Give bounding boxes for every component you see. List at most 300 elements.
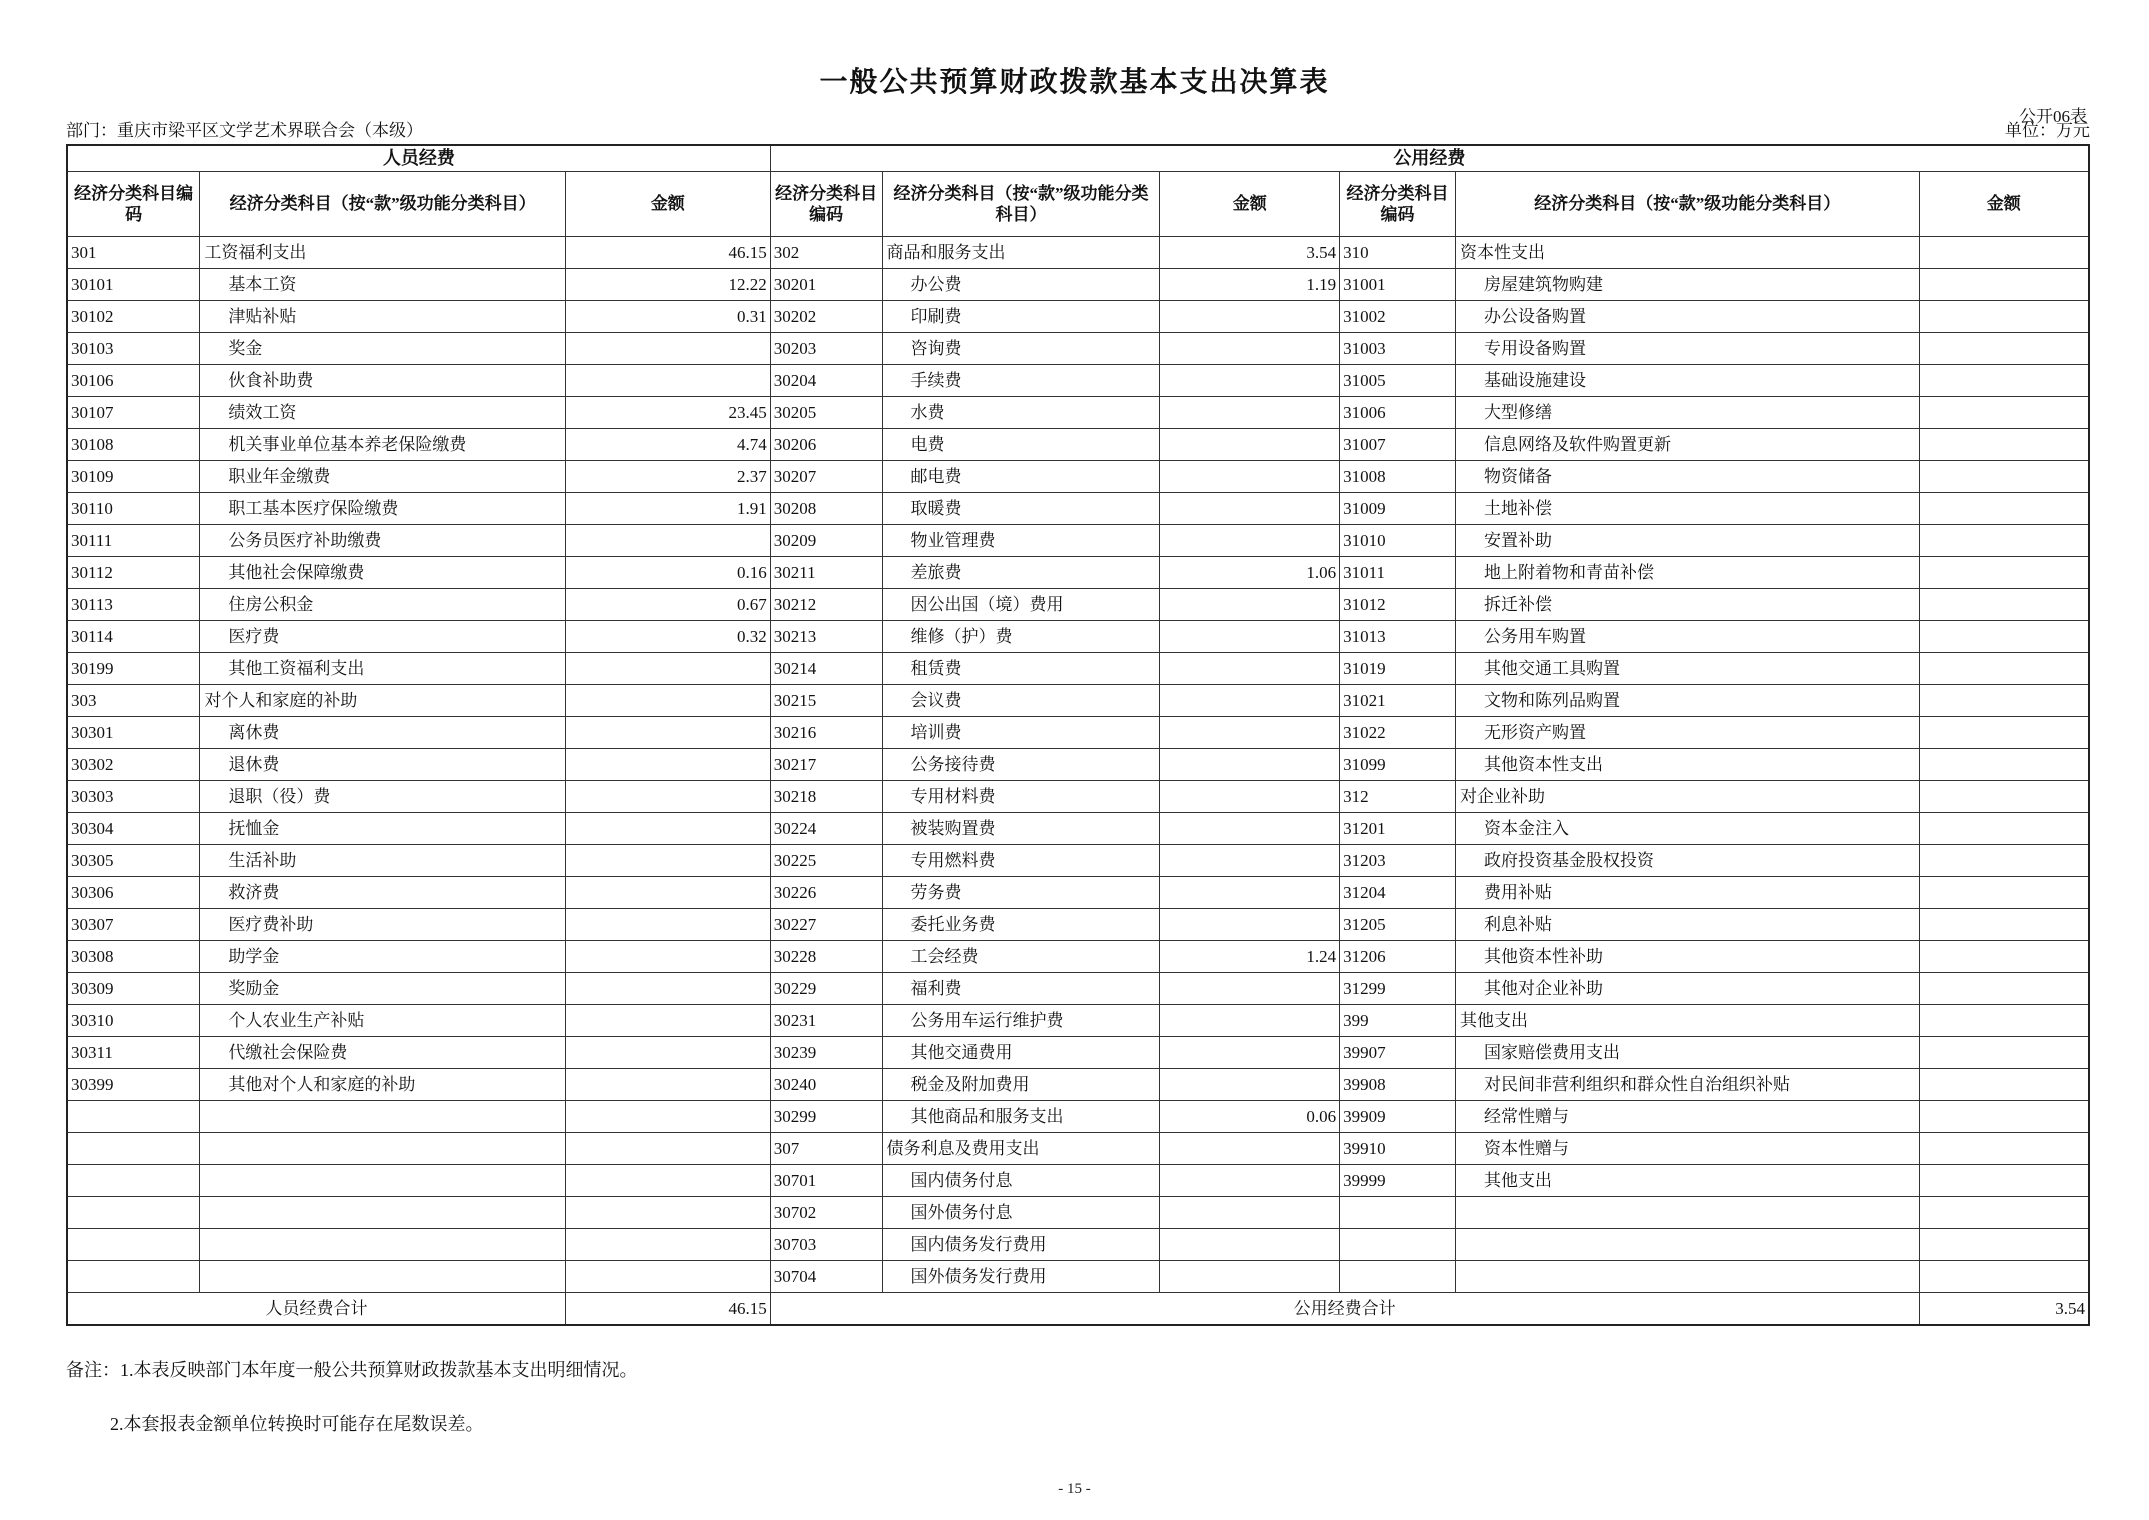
cell-amount bbox=[1919, 461, 2089, 493]
cell-subject: 职工基本医疗保险缴费 bbox=[200, 493, 566, 525]
cell-code: 30101 bbox=[67, 269, 200, 301]
cell-amount bbox=[1919, 845, 2089, 877]
cell-subject: 退职（役）费 bbox=[200, 781, 566, 813]
cell-amount bbox=[565, 749, 770, 781]
cell-amount bbox=[565, 1261, 770, 1293]
cell-amount bbox=[1919, 1229, 2089, 1261]
table-row bbox=[67, 909, 2089, 941]
table-row bbox=[67, 685, 2089, 717]
cell-amount bbox=[1919, 1133, 2089, 1165]
cell-code: 30106 bbox=[67, 365, 200, 397]
cell-subject bbox=[200, 1197, 566, 1229]
cell-subject: 工会经费 bbox=[882, 941, 1160, 973]
cell-amount bbox=[1160, 589, 1340, 621]
cell-subject: 劳务费 bbox=[882, 877, 1160, 909]
cell-subject: 资本性支出 bbox=[1455, 237, 1919, 269]
cell-amount bbox=[1160, 717, 1340, 749]
cell-code: 31204 bbox=[1340, 877, 1456, 909]
cell-code: 307 bbox=[770, 1133, 882, 1165]
cell-subject: 资本金注入 bbox=[1455, 813, 1919, 845]
cell-amount bbox=[1160, 493, 1340, 525]
cell-code: 30305 bbox=[67, 845, 200, 877]
cell-amount bbox=[1160, 397, 1340, 429]
cell-amount bbox=[565, 1069, 770, 1101]
cell-code: 30213 bbox=[770, 621, 882, 653]
cell-code: 30113 bbox=[67, 589, 200, 621]
cell-amount bbox=[1160, 1197, 1340, 1229]
cell-amount bbox=[1919, 1101, 2089, 1133]
cell-subject: 退休费 bbox=[200, 749, 566, 781]
table-row bbox=[67, 301, 2089, 333]
table-row bbox=[67, 1037, 2089, 1069]
cell-amount: 3.54 bbox=[1160, 237, 1340, 269]
cell-amount bbox=[1919, 1261, 2089, 1293]
column-header-row bbox=[67, 172, 2089, 237]
cell-code: 399 bbox=[1340, 1005, 1456, 1037]
cell-subject: 其他对个人和家庭的补助 bbox=[200, 1069, 566, 1101]
table-row bbox=[67, 973, 2089, 1005]
group-personnel: 人员经费 bbox=[67, 145, 770, 172]
cell-code: 30207 bbox=[770, 461, 882, 493]
cell-code bbox=[67, 1165, 200, 1197]
cell-amount bbox=[1160, 1229, 1340, 1261]
personnel-total-label: 人员经费合计 bbox=[67, 1293, 565, 1326]
cell-amount bbox=[1160, 365, 1340, 397]
cell-code: 30399 bbox=[67, 1069, 200, 1101]
cell-amount: 2.37 bbox=[565, 461, 770, 493]
cell-code: 303 bbox=[67, 685, 200, 717]
cell-subject: 其他支出 bbox=[1455, 1005, 1919, 1037]
cell-code: 30215 bbox=[770, 685, 882, 717]
cell-code bbox=[67, 1133, 200, 1165]
cell-subject: 专用燃料费 bbox=[882, 845, 1160, 877]
table-row bbox=[67, 653, 2089, 685]
cell-code: 30228 bbox=[770, 941, 882, 973]
cell-amount bbox=[1919, 749, 2089, 781]
cell-code: 30102 bbox=[67, 301, 200, 333]
header-amount-2: 金额 bbox=[1160, 172, 1340, 237]
cell-code: 30303 bbox=[67, 781, 200, 813]
table-row bbox=[67, 1229, 2089, 1261]
cell-amount bbox=[1919, 237, 2089, 269]
cell-amount bbox=[1919, 429, 2089, 461]
table-code-label: 公开06表 bbox=[2019, 107, 2087, 126]
cell-code bbox=[67, 1229, 200, 1261]
cell-amount bbox=[565, 1197, 770, 1229]
cell-subject: 水费 bbox=[882, 397, 1160, 429]
cell-subject: 印刷费 bbox=[882, 301, 1160, 333]
cell-subject bbox=[200, 1165, 566, 1197]
cell-amount bbox=[1160, 1261, 1340, 1293]
cell-code: 30217 bbox=[770, 749, 882, 781]
cell-amount bbox=[1919, 973, 2089, 1005]
header-subject-3: 经济分类科目（按“款”级功能分类科目） bbox=[1455, 172, 1919, 237]
cell-subject: 离休费 bbox=[200, 717, 566, 749]
cell-code bbox=[1340, 1229, 1456, 1261]
cell-amount bbox=[1160, 813, 1340, 845]
cell-subject: 其他工资福利支出 bbox=[200, 653, 566, 685]
cell-subject: 税金及附加费用 bbox=[882, 1069, 1160, 1101]
cell-amount bbox=[1160, 1037, 1340, 1069]
cell-amount bbox=[1160, 845, 1340, 877]
cell-code: 30225 bbox=[770, 845, 882, 877]
cell-amount bbox=[1160, 621, 1340, 653]
cell-subject: 对个人和家庭的补助 bbox=[200, 685, 566, 717]
cell-code: 31008 bbox=[1340, 461, 1456, 493]
cell-amount bbox=[565, 845, 770, 877]
header-code-1: 经济分类科目编码 bbox=[67, 172, 200, 237]
table-row bbox=[67, 749, 2089, 781]
cell-amount bbox=[565, 813, 770, 845]
table-row bbox=[67, 589, 2089, 621]
cell-amount bbox=[1919, 1197, 2089, 1229]
cell-subject: 债务利息及费用支出 bbox=[882, 1133, 1160, 1165]
cell-subject: 国外债务付息 bbox=[882, 1197, 1160, 1229]
cell-code: 30231 bbox=[770, 1005, 882, 1037]
note-line-2: 2.本套报表金额单位转换时可能存在尾数误差。 bbox=[110, 1414, 484, 1434]
cell-amount: 1.06 bbox=[1160, 557, 1340, 589]
cell-amount bbox=[1160, 461, 1340, 493]
table-row bbox=[67, 941, 2089, 973]
cell-amount bbox=[565, 909, 770, 941]
cell-amount bbox=[1919, 1005, 2089, 1037]
cell-amount bbox=[565, 781, 770, 813]
cell-amount bbox=[565, 973, 770, 1005]
cell-amount bbox=[1160, 1005, 1340, 1037]
cell-code: 30240 bbox=[770, 1069, 882, 1101]
table-row bbox=[67, 1101, 2089, 1133]
cell-subject: 绩效工资 bbox=[200, 397, 566, 429]
cell-subject: 其他交通费用 bbox=[882, 1037, 1160, 1069]
notes bbox=[66, 1356, 2149, 1436]
cell-subject: 国内债务付息 bbox=[882, 1165, 1160, 1197]
header-amount-1: 金额 bbox=[565, 172, 770, 237]
cell-subject: 公务用车购置 bbox=[1455, 621, 1919, 653]
table-row bbox=[67, 1261, 2089, 1293]
cell-amount bbox=[1919, 301, 2089, 333]
cell-amount bbox=[565, 1133, 770, 1165]
cell-subject: 无形资产购置 bbox=[1455, 717, 1919, 749]
cell-code: 31007 bbox=[1340, 429, 1456, 461]
cell-subject bbox=[1455, 1261, 1919, 1293]
table-row bbox=[67, 237, 2089, 269]
cell-subject bbox=[200, 1101, 566, 1133]
cell-amount bbox=[1160, 973, 1340, 1005]
public-total-label: 公用经费合计 bbox=[770, 1293, 1919, 1326]
cell-subject: 资本性赠与 bbox=[1455, 1133, 1919, 1165]
table-body bbox=[67, 237, 2089, 1293]
cell-subject: 津贴补贴 bbox=[200, 301, 566, 333]
cell-subject: 公务员医疗补助缴费 bbox=[200, 525, 566, 557]
cell-amount bbox=[1919, 589, 2089, 621]
cell-code: 30201 bbox=[770, 269, 882, 301]
table-row bbox=[67, 333, 2089, 365]
cell-code: 30103 bbox=[67, 333, 200, 365]
cell-code: 30308 bbox=[67, 941, 200, 973]
cell-code bbox=[1340, 1261, 1456, 1293]
cell-subject: 差旅费 bbox=[882, 557, 1160, 589]
cell-subject: 取暖费 bbox=[882, 493, 1160, 525]
cell-amount bbox=[1919, 397, 2089, 429]
cell-amount: 1.91 bbox=[565, 493, 770, 525]
cell-code: 30216 bbox=[770, 717, 882, 749]
cell-code: 31099 bbox=[1340, 749, 1456, 781]
cell-code: 39910 bbox=[1340, 1133, 1456, 1165]
cell-code: 31005 bbox=[1340, 365, 1456, 397]
cell-code: 30208 bbox=[770, 493, 882, 525]
cell-code: 31201 bbox=[1340, 813, 1456, 845]
cell-code: 30704 bbox=[770, 1261, 882, 1293]
cell-code: 30301 bbox=[67, 717, 200, 749]
cell-amount: 1.19 bbox=[1160, 269, 1340, 301]
cell-subject: 医疗费补助 bbox=[200, 909, 566, 941]
cell-subject: 专用设备购置 bbox=[1455, 333, 1919, 365]
cell-amount bbox=[1919, 1069, 2089, 1101]
cell-code: 30701 bbox=[770, 1165, 882, 1197]
cell-subject: 对民间非营利组织和群众性自治组织补贴 bbox=[1455, 1069, 1919, 1101]
cell-amount bbox=[1919, 525, 2089, 557]
cell-code: 31203 bbox=[1340, 845, 1456, 877]
cell-subject: 租赁费 bbox=[882, 653, 1160, 685]
cell-subject: 文物和陈列品购置 bbox=[1455, 685, 1919, 717]
page-title: 一般公共预算财政拨款基本支出决算表 bbox=[819, 67, 1330, 98]
cell-code: 30211 bbox=[770, 557, 882, 589]
cell-amount bbox=[1919, 941, 2089, 973]
cell-code: 30214 bbox=[770, 653, 882, 685]
cell-code bbox=[1340, 1197, 1456, 1229]
cell-code: 39999 bbox=[1340, 1165, 1456, 1197]
cell-amount bbox=[1919, 781, 2089, 813]
cell-code bbox=[67, 1197, 200, 1229]
cell-subject: 国家赔偿费用支出 bbox=[1455, 1037, 1919, 1069]
table-row bbox=[67, 525, 2089, 557]
cell-subject: 物业管理费 bbox=[882, 525, 1160, 557]
header-subject-2: 经济分类科目（按“款”级功能分类科目） bbox=[882, 172, 1160, 237]
cell-subject: 代缴社会保险费 bbox=[200, 1037, 566, 1069]
cell-code: 310 bbox=[1340, 237, 1456, 269]
cell-amount bbox=[1919, 1165, 2089, 1197]
table-row bbox=[67, 845, 2089, 877]
cell-code: 301 bbox=[67, 237, 200, 269]
cell-subject: 抚恤金 bbox=[200, 813, 566, 845]
cell-subject: 手续费 bbox=[882, 365, 1160, 397]
cell-subject: 对企业补助 bbox=[1455, 781, 1919, 813]
cell-code: 31013 bbox=[1340, 621, 1456, 653]
cell-amount bbox=[1160, 781, 1340, 813]
table-row bbox=[67, 429, 2089, 461]
public-total-value: 3.54 bbox=[1919, 1293, 2089, 1326]
cell-code: 30299 bbox=[770, 1101, 882, 1133]
cell-code: 30226 bbox=[770, 877, 882, 909]
header-amount-3: 金额 bbox=[1919, 172, 2089, 237]
cell-code: 39909 bbox=[1340, 1101, 1456, 1133]
cell-subject: 职业年金缴费 bbox=[200, 461, 566, 493]
header-code-2: 经济分类科目编码 bbox=[770, 172, 882, 237]
cell-subject: 培训费 bbox=[882, 717, 1160, 749]
cell-code: 30112 bbox=[67, 557, 200, 589]
cell-amount bbox=[565, 1037, 770, 1069]
cell-subject bbox=[1455, 1197, 1919, 1229]
table-row bbox=[67, 1069, 2089, 1101]
cell-code: 30108 bbox=[67, 429, 200, 461]
cell-subject: 费用补贴 bbox=[1455, 877, 1919, 909]
cell-amount bbox=[1160, 333, 1340, 365]
cell-subject: 经常性赠与 bbox=[1455, 1101, 1919, 1133]
cell-subject: 商品和服务支出 bbox=[882, 237, 1160, 269]
cell-subject: 专用材料费 bbox=[882, 781, 1160, 813]
cell-code: 30209 bbox=[770, 525, 882, 557]
cell-amount bbox=[565, 1101, 770, 1133]
cell-amount bbox=[565, 525, 770, 557]
cell-subject: 安置补助 bbox=[1455, 525, 1919, 557]
cell-subject: 办公费 bbox=[882, 269, 1160, 301]
cell-amount bbox=[1160, 909, 1340, 941]
cell-code: 30229 bbox=[770, 973, 882, 1005]
cell-amount bbox=[1919, 909, 2089, 941]
cell-amount bbox=[565, 333, 770, 365]
table-row bbox=[67, 493, 2089, 525]
cell-subject bbox=[200, 1261, 566, 1293]
note-line-1: 备注：1.本表反映部门本年度一般公共预算财政拨款基本支出明细情况。 bbox=[66, 1360, 638, 1380]
cell-code: 30110 bbox=[67, 493, 200, 525]
cell-subject: 生活补助 bbox=[200, 845, 566, 877]
totals-row bbox=[67, 1293, 2089, 1326]
cell-code: 30703 bbox=[770, 1229, 882, 1261]
cell-subject: 其他交通工具购置 bbox=[1455, 653, 1919, 685]
cell-subject: 办公设备购置 bbox=[1455, 301, 1919, 333]
cell-subject: 地上附着物和青苗补偿 bbox=[1455, 557, 1919, 589]
cell-code: 30111 bbox=[67, 525, 200, 557]
cell-code: 30227 bbox=[770, 909, 882, 941]
group-header-row bbox=[67, 145, 2089, 172]
cell-subject: 利息补贴 bbox=[1455, 909, 1919, 941]
cell-code: 39908 bbox=[1340, 1069, 1456, 1101]
cell-code: 31019 bbox=[1340, 653, 1456, 685]
cell-amount: 1.24 bbox=[1160, 941, 1340, 973]
cell-code: 31010 bbox=[1340, 525, 1456, 557]
cell-subject: 房屋建筑物购建 bbox=[1455, 269, 1919, 301]
cell-amount bbox=[1919, 653, 2089, 685]
cell-amount bbox=[565, 653, 770, 685]
cell-amount bbox=[1919, 621, 2089, 653]
cell-subject: 福利费 bbox=[882, 973, 1160, 1005]
cell-code: 30205 bbox=[770, 397, 882, 429]
cell-amount bbox=[565, 877, 770, 909]
cell-code: 39907 bbox=[1340, 1037, 1456, 1069]
table-row bbox=[67, 717, 2089, 749]
unit-label: 单位：万元 bbox=[2005, 121, 2090, 140]
cell-code: 30218 bbox=[770, 781, 882, 813]
cell-code: 30304 bbox=[67, 813, 200, 845]
cell-code: 30199 bbox=[67, 653, 200, 685]
cell-amount bbox=[1919, 333, 2089, 365]
cell-code: 30311 bbox=[67, 1037, 200, 1069]
cell-amount bbox=[1919, 1037, 2089, 1069]
cell-code: 30202 bbox=[770, 301, 882, 333]
cell-code: 30107 bbox=[67, 397, 200, 429]
cell-subject: 基本工资 bbox=[200, 269, 566, 301]
cell-code: 31011 bbox=[1340, 557, 1456, 589]
cell-code: 30310 bbox=[67, 1005, 200, 1037]
cell-amount: 12.22 bbox=[565, 269, 770, 301]
cell-subject: 救济费 bbox=[200, 877, 566, 909]
cell-amount bbox=[1919, 269, 2089, 301]
cell-amount bbox=[565, 1005, 770, 1037]
cell-subject: 伙食补助费 bbox=[200, 365, 566, 397]
cell-code: 30702 bbox=[770, 1197, 882, 1229]
cell-amount bbox=[1919, 365, 2089, 397]
cell-subject bbox=[200, 1229, 566, 1261]
cell-amount bbox=[565, 941, 770, 973]
table-row bbox=[67, 461, 2089, 493]
cell-amount bbox=[1160, 749, 1340, 781]
cell-subject: 物资储备 bbox=[1455, 461, 1919, 493]
cell-amount bbox=[1160, 685, 1340, 717]
table-row bbox=[67, 1005, 2089, 1037]
cell-amount: 0.32 bbox=[565, 621, 770, 653]
cell-code: 31021 bbox=[1340, 685, 1456, 717]
cell-code bbox=[67, 1261, 200, 1293]
cell-code: 30309 bbox=[67, 973, 200, 1005]
cell-subject: 拆迁补偿 bbox=[1455, 589, 1919, 621]
department-label: 部门：重庆市梁平区文学艺术界联合会（本级） bbox=[66, 121, 423, 140]
cell-subject: 住房公积金 bbox=[200, 589, 566, 621]
cell-subject: 奖金 bbox=[200, 333, 566, 365]
cell-subject: 个人农业生产补贴 bbox=[200, 1005, 566, 1037]
cell-code: 30109 bbox=[67, 461, 200, 493]
cell-amount: 0.06 bbox=[1160, 1101, 1340, 1133]
cell-subject: 公务用车运行维护费 bbox=[882, 1005, 1160, 1037]
cell-amount bbox=[1160, 877, 1340, 909]
table-row bbox=[67, 365, 2089, 397]
cell-subject: 信息网络及软件购置更新 bbox=[1455, 429, 1919, 461]
cell-amount bbox=[1160, 1165, 1340, 1197]
table-row bbox=[67, 269, 2089, 301]
group-public: 公用经费 bbox=[770, 145, 2089, 172]
cell-subject: 工资福利支出 bbox=[200, 237, 566, 269]
cell-amount bbox=[1919, 717, 2089, 749]
cell-code: 31205 bbox=[1340, 909, 1456, 941]
cell-code: 31206 bbox=[1340, 941, 1456, 973]
cell-subject: 维修（护）费 bbox=[882, 621, 1160, 653]
cell-code: 30203 bbox=[770, 333, 882, 365]
cell-code: 30114 bbox=[67, 621, 200, 653]
cell-subject: 医疗费 bbox=[200, 621, 566, 653]
cell-amount bbox=[1160, 1069, 1340, 1101]
cell-amount: 0.31 bbox=[565, 301, 770, 333]
table-row bbox=[67, 877, 2089, 909]
cell-code: 31006 bbox=[1340, 397, 1456, 429]
cell-subject: 因公出国（境）费用 bbox=[882, 589, 1160, 621]
cell-subject: 国内债务发行费用 bbox=[882, 1229, 1160, 1261]
cell-subject: 公务接待费 bbox=[882, 749, 1160, 781]
cell-amount bbox=[565, 1165, 770, 1197]
cell-code: 30239 bbox=[770, 1037, 882, 1069]
table-row bbox=[67, 781, 2089, 813]
cell-subject: 被装购置费 bbox=[882, 813, 1160, 845]
table-row bbox=[67, 397, 2089, 429]
cell-subject bbox=[1455, 1229, 1919, 1261]
cell-amount bbox=[565, 365, 770, 397]
cell-amount: 23.45 bbox=[565, 397, 770, 429]
table-row bbox=[67, 1165, 2089, 1197]
cell-subject: 机关事业单位基本养老保险缴费 bbox=[200, 429, 566, 461]
cell-amount bbox=[565, 717, 770, 749]
cell-amount bbox=[1919, 813, 2089, 845]
cell-subject: 大型修缮 bbox=[1455, 397, 1919, 429]
cell-code: 31009 bbox=[1340, 493, 1456, 525]
cell-code: 31022 bbox=[1340, 717, 1456, 749]
